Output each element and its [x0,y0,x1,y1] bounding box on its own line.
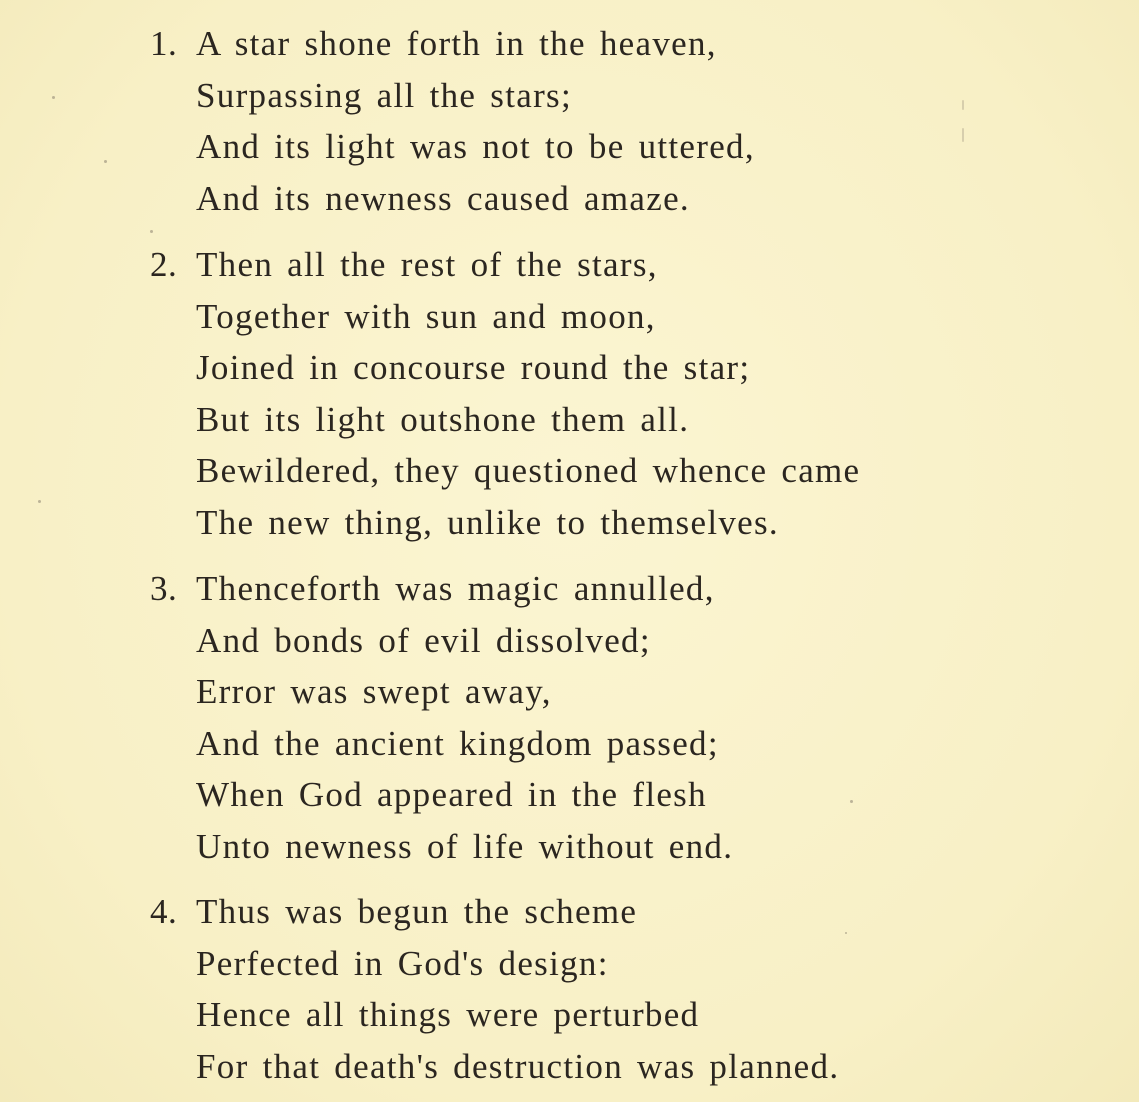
stanza-number: 2. [150,245,178,284]
stanza-number: 3. [150,569,178,608]
verse-line: Perfected in God's design: [196,943,609,983]
verse-line: For that death's destruction was planned. [196,1046,840,1086]
verse-line: Thenceforth was magic annulled, [196,569,715,608]
stanza-number: 1. [150,24,178,63]
verse-line: And its newness caused amaze. [196,178,690,218]
paper-speck [104,160,107,163]
paper-speck [962,128,964,142]
verse-line: Unto newness of life without end. [196,826,734,866]
verse-line: Error was swept away, [196,672,552,712]
verse-line: The new thing, unlike to themselves. [196,502,779,542]
verse-line: Bewildered, they questioned whence came [196,451,861,491]
paper-speck [850,800,853,803]
paper-speck [962,100,964,110]
paper-speck [150,230,153,233]
paper-speck [38,500,41,503]
verse-line: Joined in concourse round the star; [196,348,751,388]
verse-line: Thus was begun the scheme [196,892,638,931]
paper-speck [52,96,55,99]
verse-line: Surpassing all the stars; [196,75,572,115]
verse-line: Then all the rest of the stars, [196,245,658,284]
verse-line: Hence all things were perturbed [196,995,700,1035]
verse-line: And its light was not to be uttered, [196,127,755,167]
verse-line: But its light outshone them all. [196,399,690,439]
paper-speck [845,932,847,934]
verse-line: And the ancient kingdom passed; [196,723,719,763]
stanza-4 [150,886,839,1092]
verse-line: And bonds of evil dissolved; [196,620,651,660]
verse-line: Together with sun and moon, [196,296,656,336]
stanza-3 [150,563,733,873]
stanza-1 [150,18,755,224]
stanza-number: 4. [150,892,178,931]
stanza-2 [150,239,860,549]
verse-line: When God appeared in the flesh [196,775,707,815]
verse-line: A star shone forth in the heaven, [196,24,717,63]
